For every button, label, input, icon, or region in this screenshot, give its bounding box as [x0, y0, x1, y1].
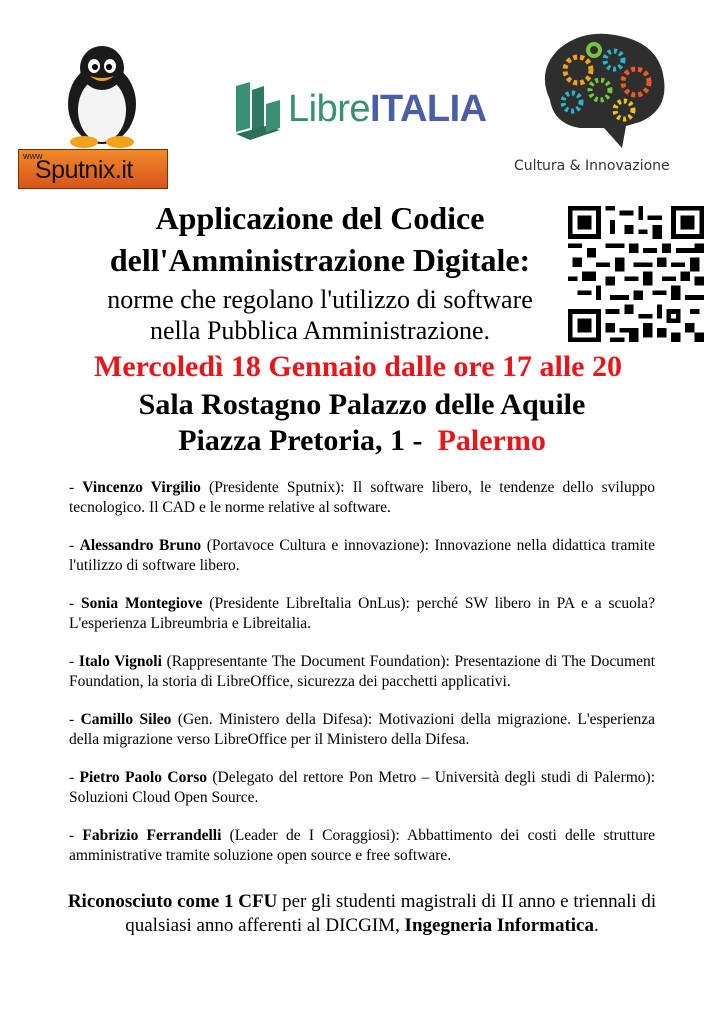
speaker-topic: (Leader de I Coraggiosi): Abbattimento dei costi delle strutture amministrative tramite soluzione open source e free software.	[69, 827, 656, 864]
sputnix-www: www	[23, 151, 43, 161]
speaker-name: Pietro Paolo Corso	[79, 769, 208, 786]
cfu-highlight: Riconosciuto come 1 CFU	[67, 891, 278, 912]
title-line-2: dell'Amministrazione Digitale:	[109, 242, 531, 278]
credits-note	[50, 890, 674, 938]
speaker-name: Italo Vignoli	[78, 653, 162, 670]
course-highlight: Ingegneria Informatica	[404, 915, 594, 936]
event-venue: Sala Rostagno Palazzo delle Aquile	[138, 388, 586, 421]
speaker-item: - Alessandro Bruno (Portavoce Cultura e innovazione): Innovazione nella didattica tramite l'utilizzo di software libero.	[69, 537, 655, 574]
speaker-topic: (Rappresentante The Document Foundation): Presentazione di The Document Foundation, la storia di LibreOffice, sicurezza dei pacchetti applicativi.	[69, 653, 656, 690]
sputnix-logo	[18, 42, 170, 190]
speaker-item: - Italo Vignoli (Rappresentante The Document Foundation): Presentazione di The Document Foundation, la storia di LibreOffice, sicurezza dei pacchetti applicativi.	[69, 653, 656, 690]
address-street: Piazza Pretoria, 1 -	[178, 424, 423, 457]
speaker-name: Alessandro Bruno	[79, 537, 202, 554]
speaker-name: Fabrizio Ferrandelli	[82, 827, 222, 844]
speaker-item: - Sonia Montegiove (Presidente LibreItalia OnLus): perché SW libero in PA e a scuola? L'esperienza Libreumbria e Libreitalia.	[69, 595, 655, 632]
libreitalia-part2: ITALIA	[370, 88, 487, 130]
brain-gears-icon	[530, 30, 670, 150]
event-address	[0, 424, 724, 458]
speaker-topic: (Gen. Ministero della Difesa): Motivazioni della migrazione. L'esperienza della migrazione verso LibreOffice per il Ministero della Difesa.	[69, 711, 656, 748]
cultura-innovazione-logo	[510, 30, 700, 190]
speaker-topic: (Presidente Sputnix): Il software libero, le tendenze dello sviluppo tecnologico. Il CAD e le norme relative al software.	[69, 479, 655, 516]
libreitalia-logo	[232, 82, 502, 142]
speaker-topic: (Presidente LibreItalia OnLus): perché SW libero in PA e a scuola? L'esperienza Libreumbria e Libreitalia.	[69, 595, 655, 632]
speaker-item: - Fabrizio Ferrandelli (Leader de I Coraggiosi): Abbattimento dei costi delle strutture amministrative tramite soluzione open source e free software.	[69, 827, 656, 864]
subtitle-line-2: nella Pubblica Amministrazione.	[149, 316, 491, 345]
subtitle-line-1: norme che regolano l'utilizzo di software	[107, 285, 533, 314]
speaker-topic: (Portavoce Cultura e innovazione): Innovazione nella didattica tramite l'utilizzo di software libero.	[69, 537, 655, 574]
cultura-tagline: Cultura & Innovazione	[514, 158, 670, 174]
penguin-icon	[56, 42, 148, 148]
footer-end: .	[594, 915, 599, 936]
speaker-topic: (Delegato del rettore Pon Metro – Università degli studi di Palermo): Soluzioni Cloud Open Source.	[69, 769, 655, 806]
libreitalia-part1: Libre	[288, 88, 370, 130]
speaker-item: - Vincenzo Virgilio (Presidente Sputnix): Il software libero, le tendenze dello sviluppo tecnologico. Il CAD e le norme relative al software.	[69, 479, 655, 516]
cfu-text: per gli studenti magistrali di II anno e triennali di qualsiasi anno afferenti al DICGIM,	[125, 891, 657, 936]
speaker-item: - Pietro Paolo Corso (Delegato del rettore Pon Metro – Università degli studi di Palermo): Soluzioni Cloud Open Source.	[69, 769, 655, 806]
speaker-name: Vincenzo Virgilio	[82, 479, 201, 496]
libreitalia-wordmark	[288, 88, 487, 131]
sputnix-name: Sputnix.it	[35, 156, 133, 184]
address-city: Palermo	[437, 424, 546, 457]
event-date: Mercoledì 18 Gennaio dalle ore 17 alle 20	[94, 350, 622, 383]
speaker-name: Camillo Sileo	[80, 711, 172, 728]
speaker-item: - Camillo Sileo (Gen. Ministero della Difesa): Motivazioni della migrazione. L'esperienza della migrazione verso LibreOffice per il Ministero della Difesa.	[69, 711, 656, 748]
libreitalia-mark-icon	[232, 82, 284, 142]
speaker-name: Sonia Montegiove	[81, 595, 203, 612]
title-line-1: Applicazione del Codice	[155, 200, 485, 236]
speakers-list	[69, 478, 655, 884]
sputnix-badge	[18, 149, 168, 189]
